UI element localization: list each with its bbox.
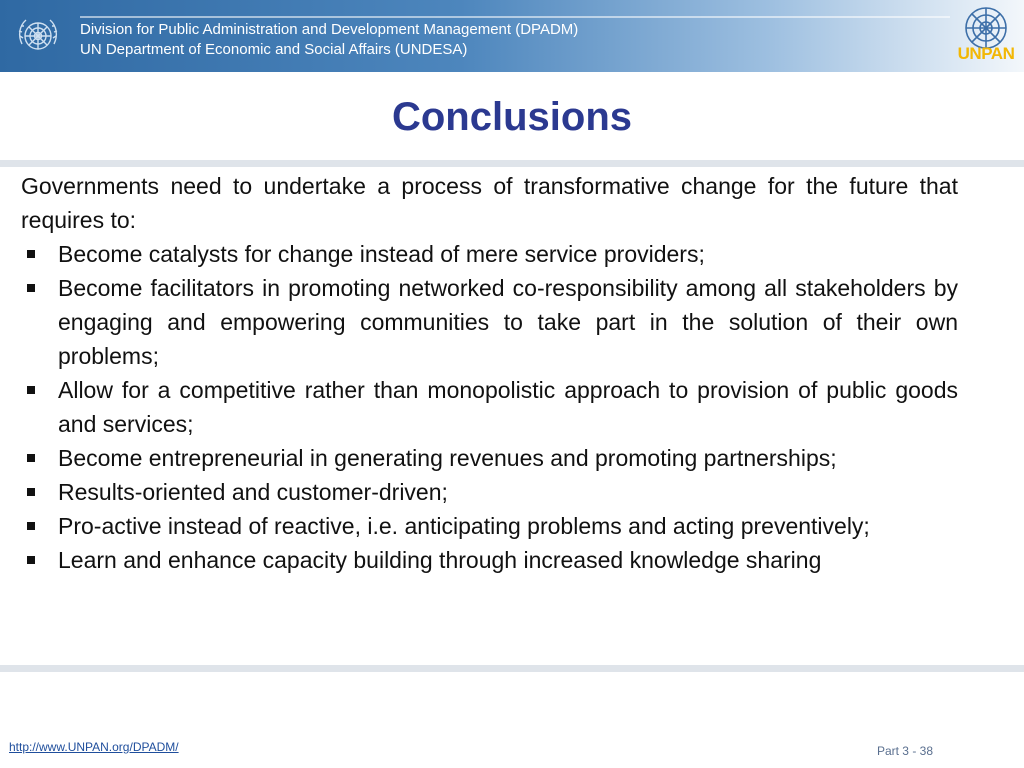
header-divider bbox=[80, 16, 950, 18]
footer-url-link[interactable]: http://www.UNPAN.org/DPADM/ bbox=[9, 740, 179, 754]
list-item-text: Become entrepreneurial in generating revenues and promoting partnerships; bbox=[58, 445, 837, 471]
square-bullet-icon bbox=[27, 556, 35, 564]
list-item bbox=[21, 271, 958, 373]
list-item bbox=[21, 237, 958, 271]
square-bullet-icon bbox=[27, 522, 35, 530]
list-item-text: Results-oriented and customer-driven; bbox=[58, 479, 448, 505]
page-number: Part 3 - 38 bbox=[876, 744, 933, 758]
list-item-text: Become facilitators in promoting networked co-responsibility among all stakeholders by engaging and empowering communities to take part in the solution of their own problems; bbox=[58, 275, 958, 369]
square-bullet-icon bbox=[27, 454, 35, 462]
list-item-text: Become catalysts for change instead of mere service providers; bbox=[58, 241, 705, 267]
square-bullet-icon bbox=[27, 250, 35, 258]
list-item bbox=[21, 543, 958, 577]
list-item bbox=[21, 441, 958, 475]
intro-paragraph: Governments need to undertake a process of transformative change for the future that requires to: bbox=[21, 173, 958, 233]
square-bullet-icon bbox=[27, 386, 35, 394]
unpan-logo-text: UNPAN bbox=[957, 44, 1015, 63]
header-division-name: Division for Public Administration and Development Management (DPADM) bbox=[80, 21, 579, 38]
bottom-divider bbox=[0, 665, 1024, 672]
list-item-text: Learn and enhance capacity building through increased knowledge sharing bbox=[58, 547, 822, 573]
header-department-name: UN Department of Economic and Social Affairs (UNDESA) bbox=[80, 41, 468, 58]
list-item-text: Allow for a competitive rather than monopolistic approach to provision of public goods and services; bbox=[58, 377, 958, 437]
list-item-text: Pro-active instead of reactive, i.e. anticipating problems and acting preventively; bbox=[58, 513, 870, 539]
top-divider bbox=[0, 160, 1024, 167]
un-emblem-icon bbox=[14, 14, 62, 58]
slide-body bbox=[21, 169, 958, 577]
unpan-logo bbox=[952, 2, 1020, 70]
bullet-list bbox=[21, 237, 958, 577]
list-item bbox=[21, 509, 958, 543]
square-bullet-icon bbox=[27, 284, 35, 292]
list-item bbox=[21, 373, 958, 441]
square-bullet-icon bbox=[27, 488, 35, 496]
list-item bbox=[21, 475, 958, 509]
header-banner bbox=[0, 0, 1024, 72]
slide-title: Conclusions bbox=[391, 95, 633, 139]
